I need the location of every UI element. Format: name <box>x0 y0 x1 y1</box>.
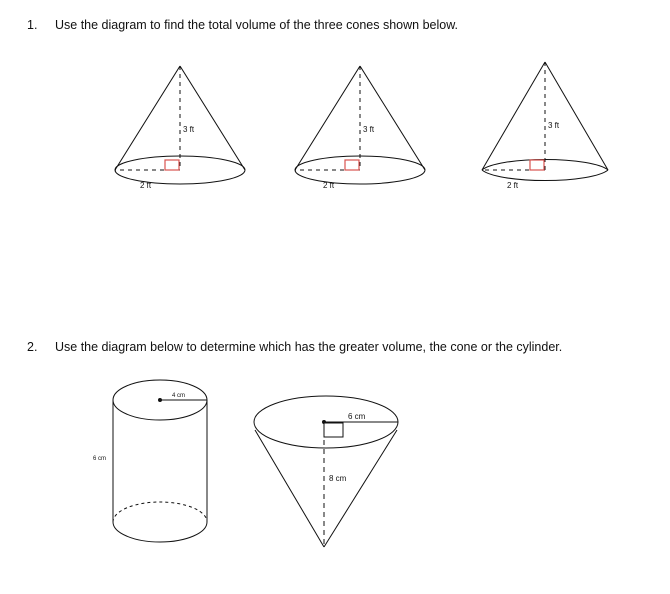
inverted-cone-height-label: 8 cm <box>329 474 347 483</box>
cylinder-bottom-front <box>113 522 207 542</box>
cone-1-left-edge <box>115 66 180 170</box>
cone-2-base-front <box>295 170 425 184</box>
cone-3-base-front <box>482 170 608 181</box>
cone-3-height-label: 3 ft <box>548 121 560 130</box>
cone-2-diagram <box>290 60 430 200</box>
cone-3-left-edge <box>482 62 545 170</box>
cone-1-diagram <box>110 60 250 200</box>
question-1-text: Use the diagram to find the total volume of the three cones shown below. <box>55 18 459 32</box>
cone-1-right-edge <box>180 66 245 170</box>
cone-1-base-front <box>115 170 245 184</box>
inverted-cone-diagram <box>250 390 410 555</box>
cone-2-radius-label: 2 ft <box>323 181 335 190</box>
cylinder-center-point <box>158 398 162 402</box>
cone-3-right-edge <box>545 62 608 170</box>
cone-2-right-angle-marker <box>345 160 359 170</box>
cone-3-diagram <box>477 56 617 196</box>
cone-2-height-label: 3 ft <box>363 125 375 134</box>
cylinder-bottom-back <box>113 502 207 522</box>
cone-2-right-edge <box>360 66 425 170</box>
cone-2-left-edge <box>295 66 360 170</box>
question-2-number: 2. <box>27 340 38 354</box>
question-2 <box>27 340 562 354</box>
inverted-cone-right-angle-marker <box>324 423 343 437</box>
cone-1-right-angle-marker <box>165 160 179 170</box>
cone-1-height-label: 3 ft <box>183 125 195 134</box>
cone-3-right-angle-marker <box>530 160 544 170</box>
cylinder-radius-label: 4 cm <box>172 393 186 399</box>
cone-3-radius-label: 2 ft <box>507 181 519 190</box>
cylinder-height-label: 6 cm <box>93 456 107 462</box>
question-1-number: 1. <box>27 18 38 32</box>
cone-1-radius-label: 2 ft <box>140 181 152 190</box>
inverted-cone-radius-label: 6 cm <box>348 412 366 421</box>
cylinder-diagram <box>85 370 220 555</box>
question-2-text: Use the diagram below to determine which has the greater volume, the cone or the cylinder. <box>55 340 563 354</box>
question-1 <box>27 18 458 32</box>
